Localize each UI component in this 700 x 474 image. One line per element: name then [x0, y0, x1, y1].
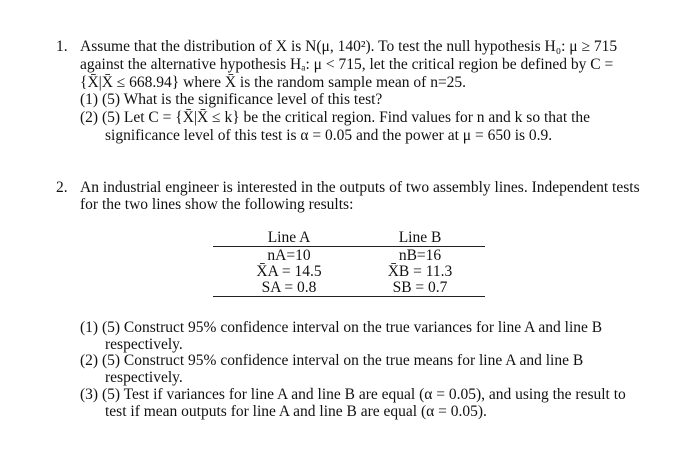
q2-part-2: (2) (5) Construct 95% confidence interval on the true means for line A and line B — [80, 352, 584, 369]
cell-line-a: nA=10 — [267, 246, 311, 264]
results-table — [213, 229, 485, 297]
q2-part-2-cont: respectively. — [105, 369, 183, 386]
cell-line-a: SA = 0.8 — [213, 279, 355, 297]
q2-intro-line: for the two lines show the following results: — [80, 196, 354, 213]
table-row — [213, 279, 485, 297]
q2-number: 2. — [56, 179, 68, 196]
q2-intro-line: An industrial engineer is interested in the outputs of two assembly lines. Independent tests — [80, 179, 640, 196]
q1-line: {X̄|X̄ ≤ 668.94} where X̄ is the random sample mean of n=25. — [80, 74, 467, 91]
q1-part-2: (2) (5) Let C = {X̄|X̄ ≤ k} be the critical region. Find values for n and k so that the — [80, 109, 591, 126]
q1-line: against the alternative hypothesis Hₐ: μ < 715, let the critical region be defined by C = — [80, 56, 614, 73]
cell-line-b: nB=16 — [398, 246, 442, 264]
header-line-a: Line A — [213, 229, 355, 247]
q1-part-1: (1) (5) What is the significance level of this test? — [80, 91, 383, 108]
q2-part-1: (1) (5) Construct 95% confidence interval on the true variances for line A and line B — [80, 319, 603, 336]
q2-part-3: (3) (5) Test if variances for line A and line B are equal (α = 0.05), and using the result to — [80, 386, 626, 403]
cell-line-b: SB = 0.7 — [355, 279, 485, 297]
q1-line: Assume that the distribution of X is N(μ, 140²). To test the null hypothesis H₀: μ ≥ 715 — [80, 38, 618, 55]
table-header-row — [213, 229, 485, 247]
q1-number: 1. — [56, 38, 68, 55]
q1-part-2-cont: significance level of this test is α = 0.05 and the power at μ = 650 is 0.9. — [105, 127, 553, 144]
q2-part-3-cont: test if mean outputs for line A and line B are equal (α = 0.05). — [105, 403, 487, 420]
cell-line-b: X̄B = 11.3 — [387, 262, 453, 280]
table-row — [213, 247, 485, 264]
q2-part-1-cont: respectively. — [105, 336, 183, 353]
cell-line-a: X̄A = 14.5 — [256, 262, 322, 280]
header-line-b: Line B — [355, 229, 485, 247]
table-row — [213, 263, 485, 279]
